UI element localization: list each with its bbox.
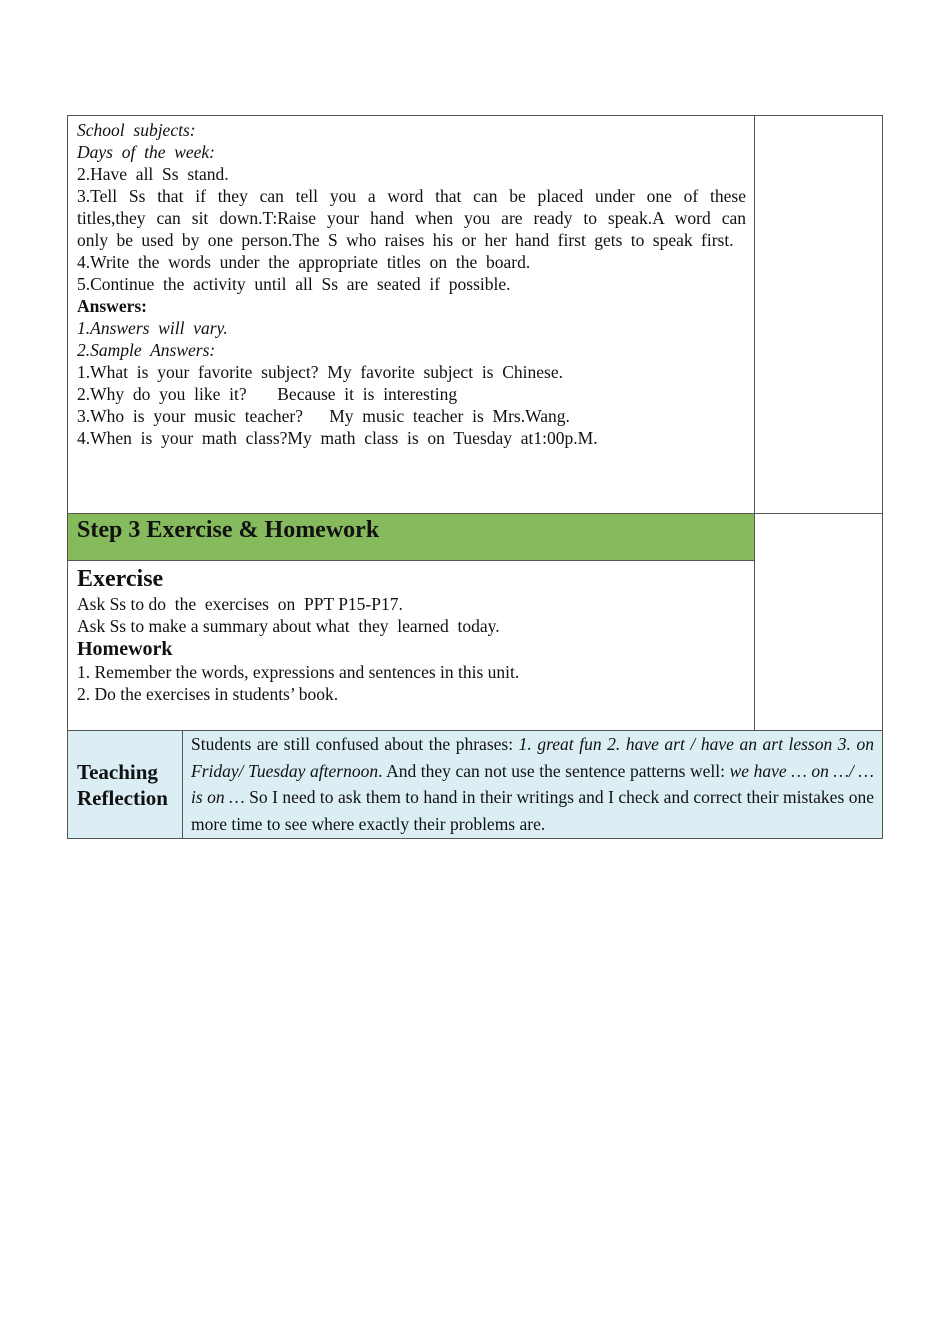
sample-qa-2: 2.Why do you like it? Because it is interesting — [77, 384, 458, 404]
reflection-label-line-2: Reflection — [77, 785, 168, 810]
reflection-text — [183, 731, 882, 838]
reflection-label-line-1: Teaching — [77, 759, 158, 784]
sample-qa-1: 1.What is your favorite subject? My favorite subject is Chinese. — [77, 362, 563, 382]
reflection-phrases: 1. great fun 2. have art / have an art lesson 3. on Friday/ Tuesday afternoon — [191, 734, 874, 781]
reflection-text-a: Students are still confused about the phrases: — [191, 734, 519, 754]
reflection-label — [68, 731, 183, 838]
reflection-patterns: we have … on …/ … is on … — [191, 760, 874, 807]
answer-2: 2.Sample Answers: — [77, 340, 216, 360]
exercise-line-2: Ask Ss to make a summary about what they learned today. — [77, 616, 500, 636]
instruction-step-5: 5.Continue the activity until all Ss are seated if possible. — [77, 274, 511, 294]
exercise-title: Exercise — [77, 566, 164, 592]
activity-row — [67, 115, 883, 513]
days-of-week-title: Days of the week: — [77, 142, 216, 162]
step3-cell — [68, 514, 755, 730]
homework-line-1: 1. Remember the words, expressions and sentences in this unit. — [77, 662, 520, 682]
reflection-text-e: So I need to ask them to hand in their writings and I check and correct their mistakes one more time to see where exactly their problems are. — [191, 787, 874, 834]
sample-qa-3: 3.Who is your music teacher? My music teacher is Mrs.Wang. — [77, 406, 570, 426]
sample-qa-4: 4.When is your math class?My math class is on Tuesday at1:00p.M. — [77, 428, 598, 448]
instruction-step-4: 4.Write the words under the appropriate titles on the board. — [77, 252, 531, 272]
step3-heading: Step 3 Exercise & Homework — [68, 514, 754, 561]
step3-row — [67, 513, 883, 730]
exercise-line-1: Ask Ss to do the exercises on PPT P15-P17. — [77, 594, 403, 614]
reflection-row — [67, 730, 883, 839]
school-subjects-title: School subjects: — [77, 120, 196, 140]
answer-1: 1.Answers will vary. — [77, 318, 228, 338]
activity-cell — [68, 116, 755, 513]
homework-title: Homework — [77, 638, 173, 660]
homework-line-2: 2. Do the exercises in students’ book. — [77, 684, 339, 704]
activity-side-cell — [755, 116, 882, 513]
step3-side-cell — [755, 514, 882, 730]
instruction-step-3: 3.Tell Ss that if they can tell you a word that can be placed under one of these titles,they can sit down.T:Raise your hand when you are ready to speak.A word can only be used by one person.The S who raises his or her hand first gets to speak first. — [77, 186, 746, 250]
lesson-plan-table — [67, 115, 883, 839]
reflection-text-c: . And they can not use the sentence patterns well: — [378, 760, 730, 781]
answers-label: Answers: — [77, 296, 147, 316]
instruction-step-2: 2.Have all Ss stand. — [77, 164, 229, 184]
